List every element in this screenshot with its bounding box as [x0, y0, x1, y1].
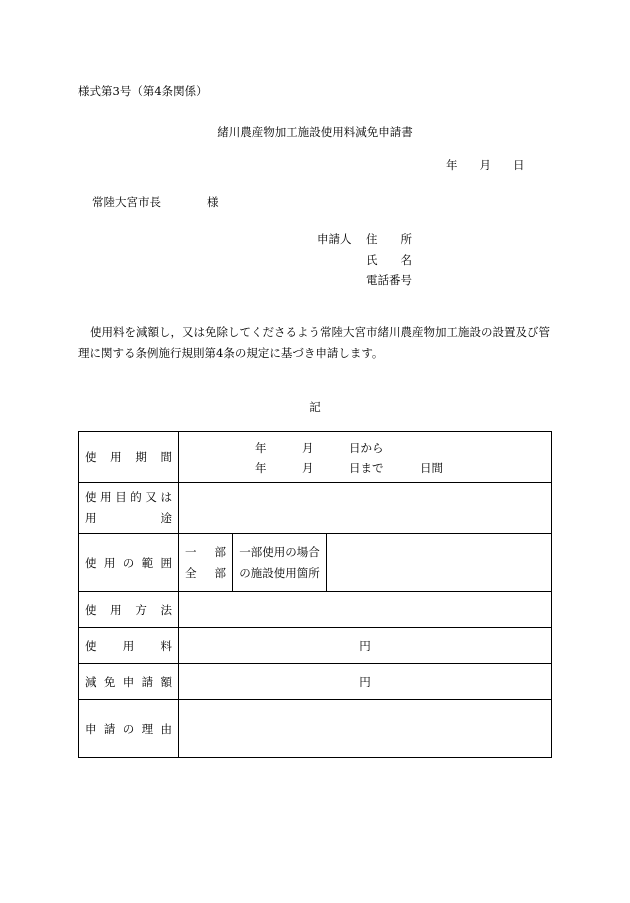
row-reduction	[79, 664, 552, 700]
row-reason	[79, 700, 552, 758]
label-scope: 使 用 の 範 囲	[79, 534, 179, 592]
applicant-label: 申請人	[317, 232, 352, 246]
addressee-honorific: 様	[207, 195, 219, 209]
label-period: 使 用 期 間	[79, 432, 179, 483]
date-month: 月	[479, 158, 491, 172]
form-number: 様式第3号（第4条関係）	[78, 84, 208, 98]
body-text: 使用料を減額し，又は免除してくださるよう常陸大宮市緒川農産物加工施設の設置及び管理に関する条例施行規則第4条の規定に基づき申請します。	[78, 325, 550, 360]
label-method: 使 用 方 法	[79, 592, 179, 628]
form-title: 緒川農産物加工施設使用料減免申請書	[217, 125, 413, 139]
scope-note: 一部使用の場合 の施設使用箇所	[233, 534, 327, 592]
reason-field[interactable]	[179, 700, 552, 758]
row-scope	[79, 534, 552, 592]
addressee-name: 常陸大宮市長	[92, 195, 161, 209]
scope-location-field[interactable]	[327, 534, 552, 592]
method-field[interactable]	[179, 592, 552, 628]
addressee	[92, 194, 219, 210]
label-reason: 申 請 の 理 由	[79, 700, 179, 758]
ki-heading: 記	[309, 400, 321, 414]
row-period	[79, 432, 552, 483]
label-fee: 使 用 料	[79, 628, 179, 664]
scope-choice[interactable]: 一 部 全 部	[179, 534, 233, 592]
application-table	[78, 431, 552, 758]
date-day: 日	[513, 158, 525, 172]
label-purpose: 使 用 目 的 又 は 用 途	[79, 483, 179, 534]
period-field[interactable]: 年 月 日から 年 月 日まで 日間	[179, 432, 552, 483]
label-reduction: 減 免 申 請 額	[79, 664, 179, 700]
date-line	[446, 157, 525, 173]
fee-field[interactable]: 円	[179, 628, 552, 664]
date-year: 年	[446, 158, 458, 172]
applicant-block	[317, 231, 426, 293]
reduction-field[interactable]: 円	[179, 664, 552, 700]
row-purpose	[79, 483, 552, 534]
applicant-name-label: 氏 名	[366, 252, 412, 267]
row-fee	[79, 628, 552, 664]
applicant-address-label: 住 所	[366, 232, 412, 246]
applicant-phone-label: 電話番号	[366, 273, 412, 287]
purpose-field[interactable]	[179, 483, 552, 534]
row-method	[79, 592, 552, 628]
